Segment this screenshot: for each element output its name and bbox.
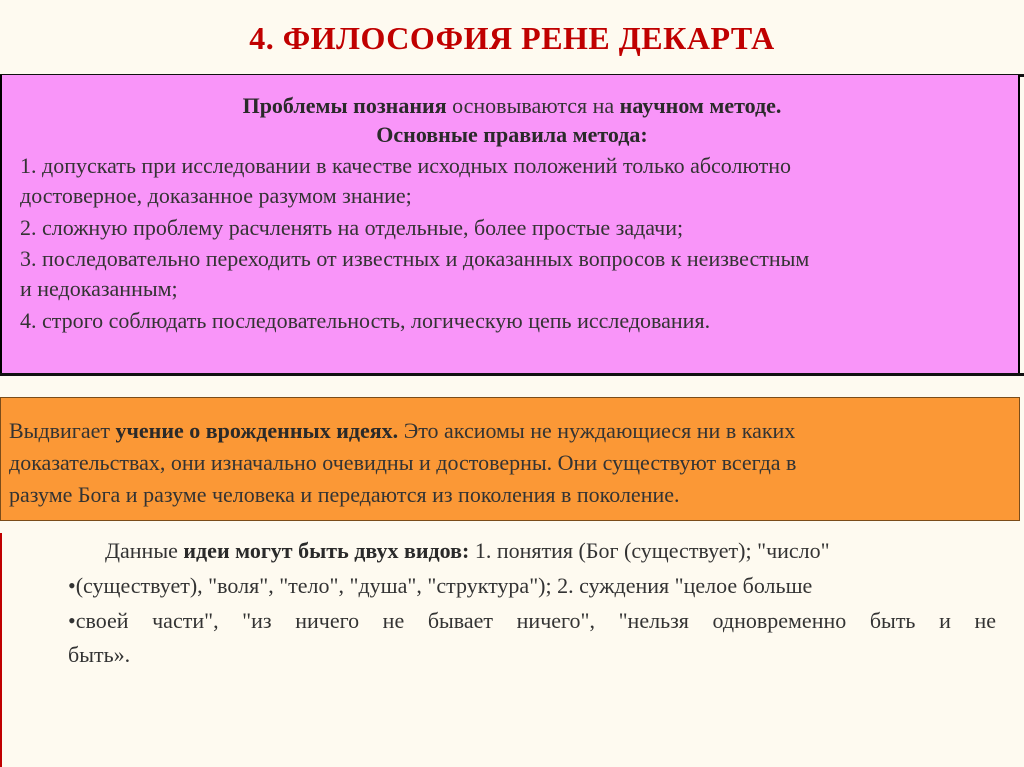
rule-1-line-1: 1. допускать при исследовании в качестве исходных положений только абсолютно xyxy=(20,153,792,178)
innate-ideas-line-2: доказательствах, они изначально очевидны и достоверны. Они существуют всегда в xyxy=(9,450,797,475)
slide-title: 4. ФИЛОСОФИЯ РЕНЕ ДЕКАРТА xyxy=(249,20,775,56)
rule-4: 4. строго соблюдать последовательность, логическую цепь исследования. xyxy=(20,308,711,333)
left-accent-bar xyxy=(0,533,2,767)
rule-3-line-2: и недоказанным; xyxy=(20,276,178,301)
divider-middle xyxy=(0,373,1024,376)
innate-ideas-line-1: Выдвигает учение о врожденных идеях. Это аксиомы не нуждающиеся ни в каких xyxy=(9,418,796,443)
innate-ideas-line-3: разуме Бога и разуме человека и передаются из поколения в поколение. xyxy=(9,482,680,507)
rules-heading: Основные правила метода: xyxy=(376,122,648,147)
rule-1-line-2: достоверное, доказанное разумом знание; xyxy=(20,183,412,208)
ideas-types-line-3: •своей части", "из ничего не бывает ничего", "нельзя одновременно быть и не xyxy=(68,608,996,633)
ideas-types-line-2: •(существует), "воля", "тело", "душа", "структура"); 2. суждения "целое больше xyxy=(68,573,813,598)
ideas-types-line-1: Данные идеи могут быть двух видов: 1. понятия (Бог (существует); "число" xyxy=(105,538,830,563)
innate-ideas-box xyxy=(0,397,1020,521)
ideas-types-line-4: быть». xyxy=(68,642,131,667)
rule-3-line-1: 3. последовательно переходить от известных и доказанных вопросов к неизвестным xyxy=(20,246,810,271)
method-heading: Проблемы познания основываются на научном методе. xyxy=(242,93,782,118)
method-rules-box xyxy=(0,75,1020,373)
rule-2: 2. сложную проблему расчленять на отдельные, более простые задачи; xyxy=(20,215,684,240)
